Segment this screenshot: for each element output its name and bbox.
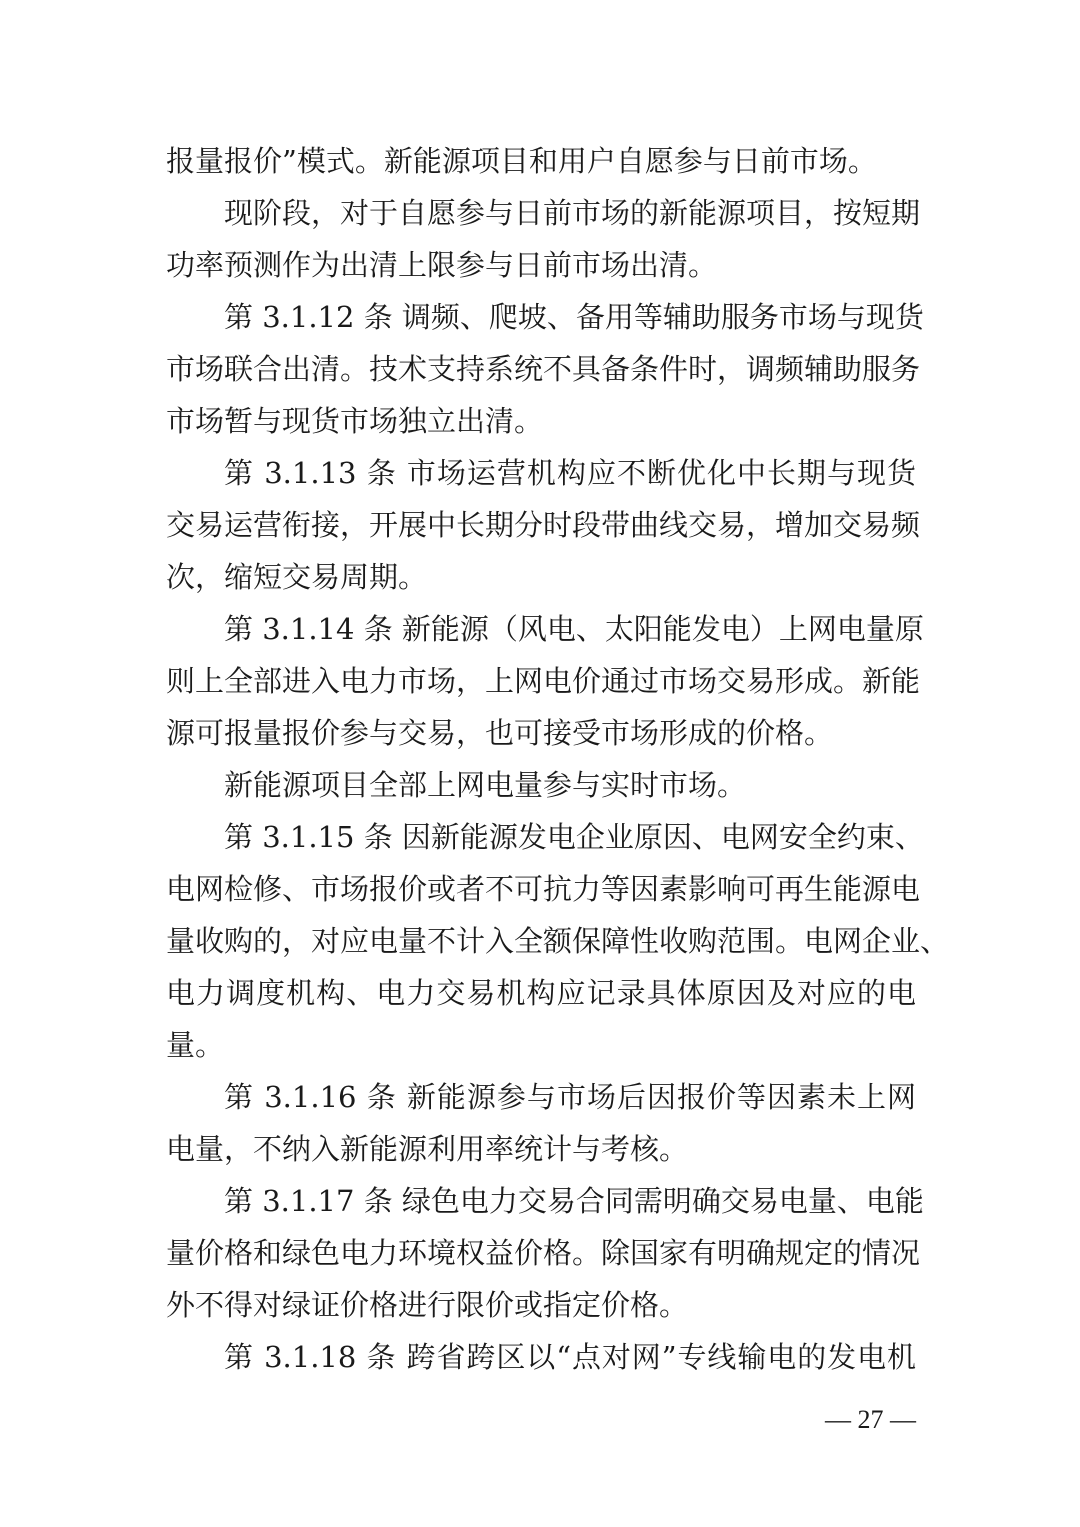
paragraph-line: 市场暂与现货市场独立出清。 (166, 404, 544, 438)
paragraph-line: 第 3.1.15 条 因新能源发电企业原因、电网安全约束、 (224, 820, 924, 854)
paragraph-line: 新能源项目全部上网电量参与实时市场。 (224, 768, 747, 802)
paragraph-line: 电力调度机构、电力交易机构应记录具体原因及对应的电 (166, 976, 916, 1010)
paragraph-line: 第 3.1.17 条 绿色电力交易合同需明确交易电量、电能 (224, 1184, 924, 1218)
paragraph-line: 现阶段，对于自愿参与日前市场的新能源项目，按短期 (224, 196, 921, 230)
paragraph-line: 第 3.1.14 条 新能源（风电、太阳能发电）上网电量原 (224, 612, 924, 646)
page-number: — 27 — (825, 1405, 916, 1434)
paragraph-line: 第 3.1.12 条 调频、爬坡、备用等辅助服务市场与现货 (224, 300, 924, 334)
paragraph-line: 源可报量报价参与交易，也可接受市场形成的价格。 (166, 716, 834, 750)
paragraph-line: 报量报价”模式。新能源项目和用户自愿参与日前市场。 (166, 144, 877, 178)
paragraph-line: 市场联合出清。技术支持系统不具备条件时，调频辅助服务 (166, 352, 921, 386)
paragraph-line: 第 3.1.18 条 跨省跨区以“点对网”专线输电的发电机 (224, 1340, 916, 1374)
paragraph-line: 则上全部进入电力市场，上网电价通过市场交易形成。新能 (166, 664, 921, 698)
paragraph-line: 电量，不纳入新能源利用率统计与考核。 (166, 1132, 689, 1166)
paragraph-line: 量收购的，对应电量不计入全额保障性收购范围。电网企业、 (166, 924, 950, 958)
paragraph-line: 次，缩短交易周期。 (166, 560, 428, 594)
paragraph-line: 外不得对绿证价格进行限价或指定价格。 (166, 1288, 689, 1322)
paragraph-line: 量价格和绿色电力环境权益价格。除国家有明确规定的情况 (166, 1236, 921, 1270)
paragraph-line: 交易运营衔接，开展中长期分时段带曲线交易，增加交易频 (166, 508, 921, 542)
paragraph-line: 第 3.1.13 条 市场运营机构应不断优化中长期与现货 (224, 456, 916, 490)
paragraph-line: 电网检修、市场报价或者不可抗力等因素影响可再生能源电 (166, 872, 921, 906)
paragraph-line: 量。 (166, 1028, 225, 1062)
paragraph-line: 第 3.1.16 条 新能源参与市场后因报价等因素未上网 (224, 1080, 916, 1114)
paragraph-line: 功率预测作为出清上限参与日前市场出清。 (166, 248, 718, 282)
